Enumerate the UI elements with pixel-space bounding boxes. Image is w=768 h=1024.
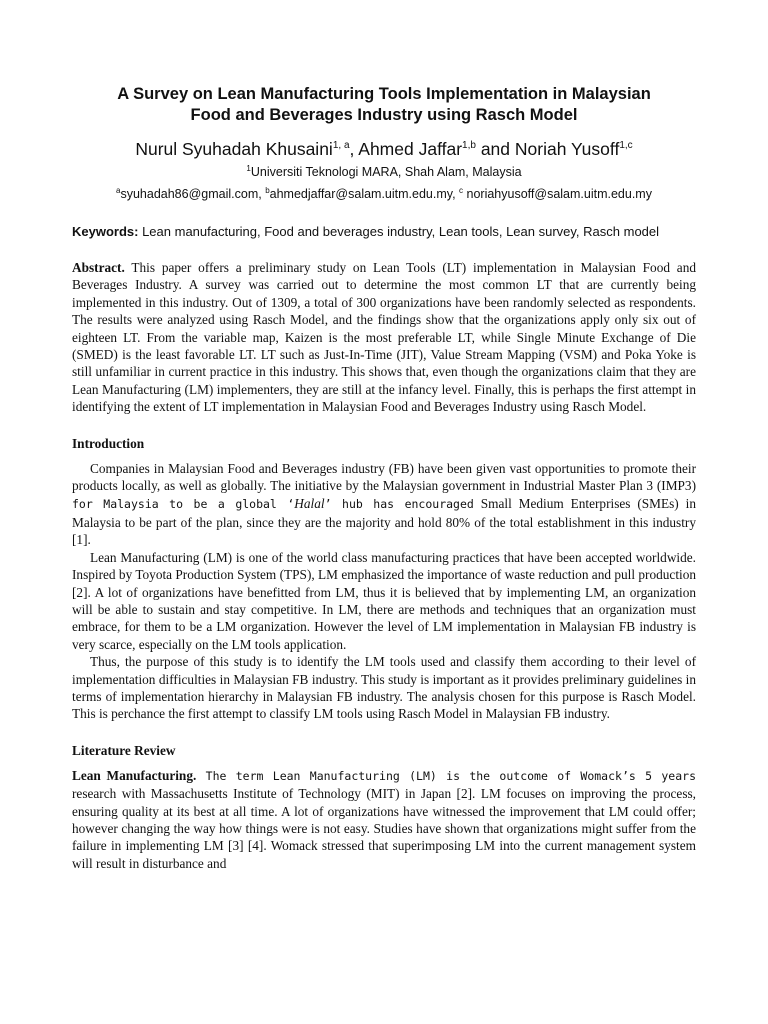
intro-p1-part-a: Companies in Malaysian Food and Beverages industry (FB) have been given vast opportunities to promote their products locally, as well as globally. The initiative by the Malaysian government in Industrial Master Plan 3 (IMP3) (72, 460, 696, 494)
introduction-heading: Introduction (72, 435, 145, 451)
intro-p1-part-c: ’ hub has encouraged (324, 497, 474, 512)
author-1-superscript: 1, a (332, 140, 350, 152)
author-2-superscript: 1,b (462, 140, 476, 152)
abstract-label: Abstract. (72, 260, 125, 275)
email-c: noriahyusoff@salam.uitm.edu.my (463, 187, 652, 201)
author-list (72, 138, 696, 160)
author-1: Nurul Syuhadah Khusaini (135, 139, 333, 159)
title-line-1: A Survey on Lean Manufacturing Tools Implementation in Malaysian (117, 85, 651, 103)
literature-lead: Lean Manufacturing. (72, 767, 197, 783)
introduction-paragraph-1 (72, 460, 696, 549)
abstract (72, 259, 696, 416)
abstract-text: This paper offers a preliminary study on Lean Tools (LT) implementation in Malaysian Food and Beverages Industry. A survey was carried out to determine the most common LT that are currently being implemented in this industry. Out of 1309, a total of 300 organizations have been randomly selected as respondents. The results were analyzed using Rasch Model, and the findings show that the organizations apply only six out of eighteen LT. From the variable map, Kaizen is the most preferable LT, while Single Minute Exchange of Die (SMED) is the least favorable LT. LT such as Just-In-Time (JIT), Value Stream Mapping (VSM) and Poka Yoke is still unfamiliar in current practice in this industry. This shows that, even though the organizations claim that they are Lean Manufacturing (LM) implementers, they are still at the infancy level. Finally, this is perhaps the first attempt in identifying the extent of LT implementation in Malaysian Food and Beverages Industry using Rasch Model. (72, 260, 696, 415)
author-3-superscript: 1,c (619, 140, 633, 152)
email-a: syuhadah86@gmail.com, (120, 187, 266, 201)
literature-p1-rest: research with Massachusetts Institute of Technology (MIT) in Japan [2]. LM focuses on improving the process, ensuring quality at its best at all time. A lot of organizations have witnessed the improvement that LM could offer; however changing the way how things were is not easy. Studies have shown that organizations might suffer from the failure in implementing LM [3] [4]. Womack stressed that superimposing LM into the current management system will result in disturbance and (72, 786, 696, 871)
literature-paragraph-1 (72, 767, 696, 872)
affiliation (72, 164, 696, 180)
title-line-2: Food and Beverages Industry using Rasch Model (190, 106, 578, 124)
email-a-superscript: a (116, 185, 121, 195)
paper-page (72, 84, 696, 872)
keywords-text: Lean manufacturing, Food and beverages industry, Lean tools, Lean survey, Rasch model (138, 224, 660, 239)
literature-review-heading: Literature Review (72, 742, 176, 758)
introduction-paragraph-3: Thus, the purpose of this study is to identify the LM tools used and classify them according to their level of implementation difficulties in Malaysian FB industry. This study is important as it provides preliminary guidelines in terms of implementation hierarchy in Malaysian FB industry. The analysis chosen for this purpose is Rasch Model. This is perchance the first attempt to classify LM tools using Rasch Model in Malaysian FB industry. (72, 654, 696, 722)
paper-title (72, 84, 696, 126)
email-b-superscript: b (265, 185, 270, 195)
author-2: , Ahmed Jaffar (349, 139, 463, 159)
author-3: and Noriah Yusoff (475, 139, 620, 159)
literature-p1-mono: The term Lean Manufacturing (LM) is the outcome of Womack’s 5 years (196, 768, 696, 783)
intro-p1-halal: Halal (294, 496, 325, 512)
introduction-paragraph-2: Lean Manufacturing (LM) is one of the world class manufacturing practices that have been accepted worldwide. Inspired by Toyota Production System (TPS), LM emphasized the importance of waste reduction and pull production [2]. A lot of organizations have benefitted from LM, thus it is believed that by implementing LM, an organization will be able to sustain and stay competitive. In LM, there are methods and techniques that an organization must embrace, for them to be a LM organization. However the level of LM implementation in Malaysian FB industry is very scarce, especially on the LM tools application. (72, 549, 696, 652)
keywords (72, 224, 696, 239)
keywords-label: Keywords: (72, 224, 139, 239)
intro-p1-part-b: for Malaysia to be a global ‘ (72, 497, 295, 512)
author-emails (72, 186, 696, 202)
affiliation-superscript: 1 (246, 163, 251, 173)
email-c-superscript: c (459, 185, 464, 195)
affiliation-text: Universiti Teknologi MARA, Shah Alam, Malaysia (250, 165, 522, 179)
email-b: ahmedjaffar@salam.uitm.edu.my, (269, 187, 460, 201)
intro-p1-part-d: Small Medium Enterprises (SMEs) in Malaysia to be part of the plan, since they are the majority and hold 80% of the total establishment in this industry [1]. (72, 496, 696, 548)
